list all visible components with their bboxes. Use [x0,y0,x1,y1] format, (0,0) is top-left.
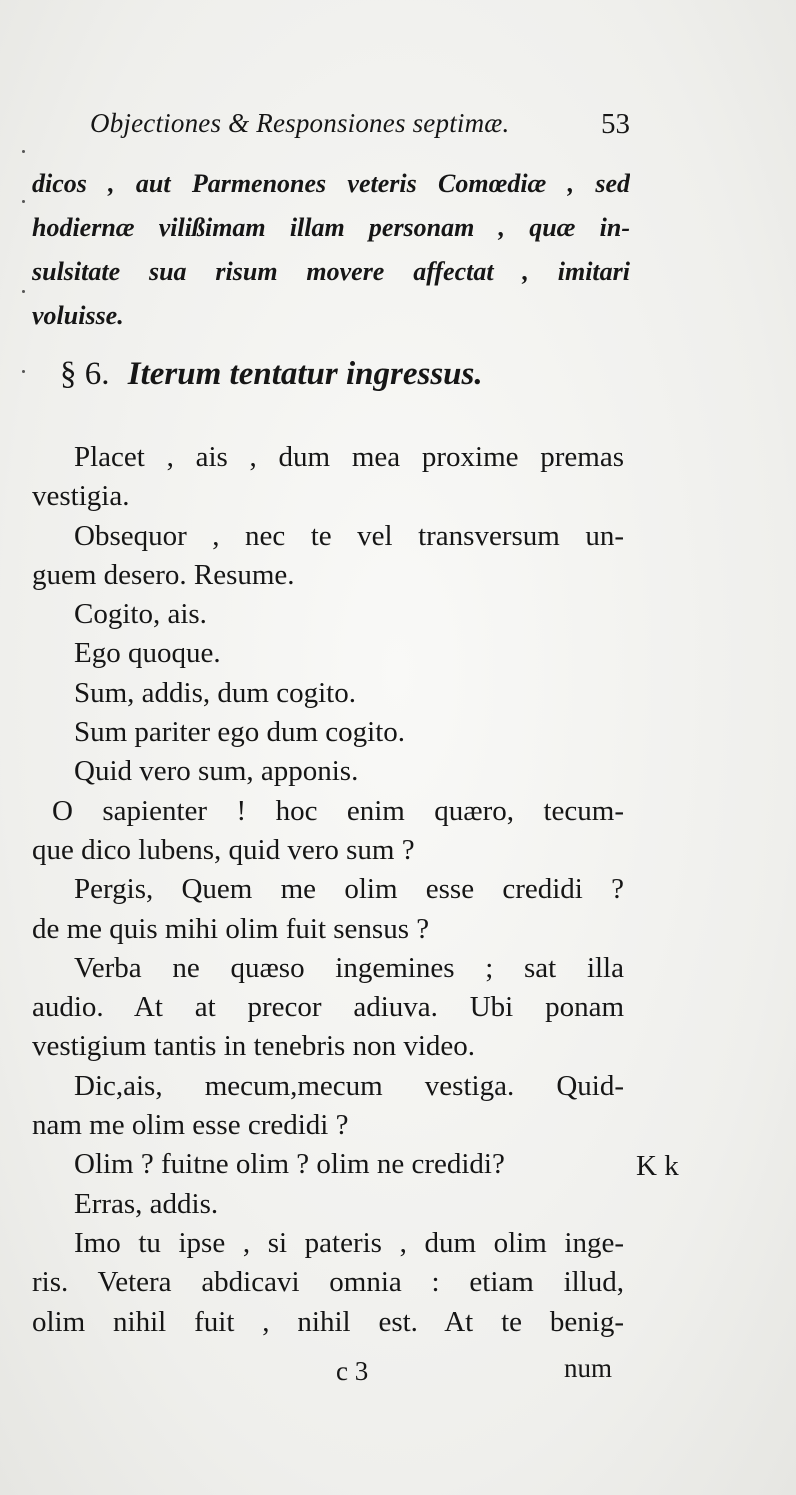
custos-word: num [564,1353,613,1383]
text-line: Sum pariter ego dum cogito. [74,716,406,749]
text-line: Sum, addis, dum cogito. [74,676,356,709]
text-line: audio. At at precor adiuva. Ubi ponam [32,991,624,1024]
intro-line: dicos , aut Parmenones veteris Comœdiæ , sed [32,169,630,198]
text-line: Verba ne quæso ingemines ; sat illa [74,951,624,984]
text-line: vestigium tantis in tenebris non video. [32,1030,476,1063]
running-header [90,108,630,148]
section-symbol: § 6. [60,356,110,392]
text-line: Erras, addis. [74,1187,219,1220]
text-line: vestigia. [32,480,130,513]
text-line: Placet , ais , dum mea proxime premas [74,441,624,473]
intro-line: sulsitate sua risum movere affectat , imitari [32,257,630,286]
section-heading [60,356,620,393]
text-line: Obsequor , nec te vel transversum un- [74,519,624,552]
section-title: Iterum tentatur ingressus. [127,356,483,392]
signature-mark: c 3 [336,1356,369,1386]
text-line: O sapienter ! hoc enim quæro, tecum- [52,794,624,827]
text-line: Quid vero sum, apponis. [74,755,359,788]
running-title: Objectiones & Responsiones septimæ. [90,108,510,138]
text-line: que dico lubens, quid vero sum ? [32,833,415,866]
margin-specks [22,140,28,640]
intro-line: hodiernæ vilißimam illam personam , quæ in- [32,213,630,242]
intro-paragraph [32,162,630,338]
text-line: de me quis mihi olim fuit sensus ? [32,912,430,945]
text-line: Dic,ais, mecum,mecum vestiga. Quid- [74,1069,624,1102]
text-line: nam me olim esse credidi ? [32,1109,349,1142]
text-line: ris. Vetera abdicavi omnia : etiam illud, [32,1266,624,1299]
text-line: Ego quoque. [74,637,221,670]
text-line: Cogito, ais. [74,598,207,631]
text-line: guem desero. Resume. [32,558,295,591]
margin-catchword: K k [636,1150,679,1182]
text-line: Imo tu ipse , si pateris , dum olim inge- [74,1226,624,1259]
dialogue-text [32,438,624,1342]
text-line: Pergis, Quem me olim esse credidi ? [74,873,624,906]
text-line: Olim ? fuitne olim ? olim ne credidi? [74,1148,505,1181]
text-line: olim nihil fuit , nihil est. At te benig- [32,1305,624,1338]
intro-line: voluisse. [32,301,124,330]
page-number: 53 [601,108,630,140]
